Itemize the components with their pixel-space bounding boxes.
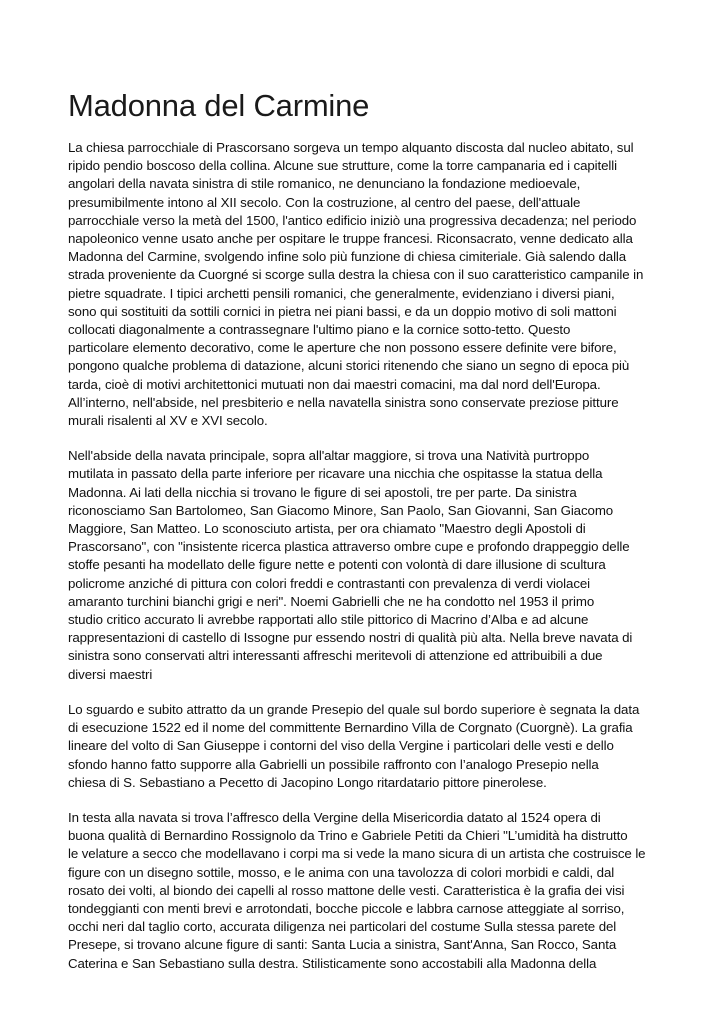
text-line: sono qui sostituiti da sottili cornici in pietra nei piani bassi, e da un doppio motivo di soli mattoni xyxy=(68,303,617,319)
text-line: sfondo hanno fatto supporre alla Gabrielli un possibile raffronto con l’analogo Presepio nella xyxy=(68,756,599,772)
paragraph xyxy=(68,139,658,430)
text-line: Prascorsano", con "insistente ricerca plastica attraverso ombre cupe e profondo drappeggio delle xyxy=(68,539,630,555)
text-line: La chiesa parrocchiale di Prascorsano sorgeva un tempo alquanto discosta dal nucleo abitato, sul xyxy=(68,140,634,155)
text-line: di esecuzione 1522 ed il nome del committente Bernardino Villa de Corgnato (Cuorgnè). La grafia xyxy=(68,720,633,736)
text-line: rappresentazioni di castello di Issogne pur essendo nostri di qualità più alta. Nella breve navata di xyxy=(68,630,633,646)
text-line: diversi maestri xyxy=(68,666,153,682)
text-line: pietre squadrate. I tipici archetti pensili romanici, che generalmente, evidenziano i diversi piani, xyxy=(68,285,615,301)
document-title: Madonna del Carmine xyxy=(68,88,370,123)
text-line: strada proveniente da Cuorgné si scorge sulla destra la chiesa con il suo caratteristico campanile in xyxy=(68,267,644,283)
text-line: tondeggianti con menti brevi e arrotondati, bocche piccole e labbra carnose atteggiate al sorriso, xyxy=(68,900,625,916)
text-line: Lo sguardo e subito attratto da un grande Presepio del quale sul bordo superiore è segnata la data xyxy=(68,701,640,717)
text-line: Caterina e San Sebastiano sulla destra. Stilisticamente sono accostabili alla Madonna della xyxy=(68,955,597,971)
text-line: Madonna del Carmine, svolgendo infine solo più funzione di chiesa cimiteriale. Già salendo dalla xyxy=(68,249,627,265)
text-line: murali risalenti al XV e XVI secolo. xyxy=(68,413,268,429)
text-line: Presepe, si trovano alcune figure di santi: Santa Lucia a sinistra, Sant'Anna, San Rocco, Santa xyxy=(68,937,617,953)
text-line: sinistra sono conservati altri interessanti affreschi meritevoli di attenzione ed attribuibili a due xyxy=(68,648,603,664)
text-line: angolari della navata sinistra di stile romanico, ne denunciano la fondazione medioevale, xyxy=(68,176,581,192)
text-line: mutilata in passato della parte inferiore per ricavare una nicchia che ospitasse la statua della xyxy=(68,466,603,482)
text-line: collocati diagonalmente a contrassegnare l'ultimo piano e la cornice sotto-tetto. Questo xyxy=(68,322,571,338)
text-line: policrome anziché di pittura con colori freddi e contrastanti con prevalenza di verdi violacei xyxy=(68,575,591,591)
text-line: napoleonico venne usato anche per ospitare le truppe francesi. Riconsacrato, venne dedicato alla xyxy=(68,231,633,247)
text-line: riconosciamo San Bartolomeo, San Giacomo Minore, San Paolo, San Giovanni, San Giacomo xyxy=(68,502,614,518)
text-line: amaranto turchini bianchi grigi e neri". Noemi Gabrielli che ne ha condotto nel 1953 il primo xyxy=(68,593,595,609)
text-line: studio critico accurato li avrebbe rapportati allo stile pittorico di Macrino d’Alba e ad alcune xyxy=(68,612,589,628)
text-line: le velature a secco che modellavano i corpi ma si vede la mano sicura di un artista che costruisce le xyxy=(68,846,646,862)
text-line: In testa alla navata si trova l’affresco della Vergine della Misericordia datato al 1524 opera di xyxy=(68,809,601,825)
text-line: pongono qualche problema di datazione, alcuni storici ritenendo che siano un segno di epoca più xyxy=(68,358,630,374)
document-body xyxy=(68,139,658,990)
text-line: figure con un disegno sottile, mosso, e le anima con una tavolozza di colori morbidi e caldi, dal xyxy=(68,864,615,880)
text-line: All’interno, nell'abside, nel presbiterio e nella navatella sinistra sono conservate preziose pitture xyxy=(68,394,619,410)
text-line: lineare del volto di San Giuseppe i contorni del viso della Vergine i particolari delle vesti e dello xyxy=(68,738,614,754)
paragraph xyxy=(68,809,658,973)
text-line: occhi neri dal taglio corto, accurata diligenza nei particolari del costume Sulla stessa parete del xyxy=(68,919,617,935)
paragraph xyxy=(68,701,658,792)
paragraph xyxy=(68,447,658,684)
text-line: Maggiore, San Matteo. Lo sconosciuto artista, per ora chiamato "Maestro degli Apostoli di xyxy=(68,521,586,537)
text-line: chiesa di S. Sebastiano a Pecetto di Jacopino Longo ritardatario pittore pinerolese. xyxy=(68,774,547,790)
text-line: particolare elemento decorativo, come le aperture che non possono essere definite vere bifore, xyxy=(68,340,617,356)
text-line: stoffe pesanti ha modellato delle figure nette e potenti con volontà di dare illusione di scultura xyxy=(68,557,606,573)
text-line: Nell'abside della navata principale, sopra all'altar maggiore, si trova una Natività purtroppo xyxy=(68,448,590,464)
text-line: tarda, cioè di motivi architettonici mutuati non dai maestri comacini, ma dal nord dell'Europa. xyxy=(68,376,601,392)
text-line: rosato dei volti, al biondo dei capelli al rosso mattone delle vesti. Caratteristica è la grafia dei visi xyxy=(68,882,625,898)
text-line: ripido pendio boscoso della collina. Alcune sue strutture, come la torre campanaria ed i capitelli xyxy=(68,158,617,174)
text-line: presumibilmente intono al XII secolo. Con la costruzione, al centro del paese, dell'attuale xyxy=(68,194,581,210)
text-line: buona qualità di Bernardino Rossignolo da Trino e Gabriele Petiti da Chieri "L’umidità ha distrutto xyxy=(68,828,628,844)
text-line: parrocchiale verso la metà del 1500, l'antico edificio iniziò una progressiva decadenza; nel periodo xyxy=(68,212,637,228)
text-line: Madonna. Ai lati della nicchia si trovano le figure di sei apostoli, tre per parte. Da sinistra xyxy=(68,484,577,500)
